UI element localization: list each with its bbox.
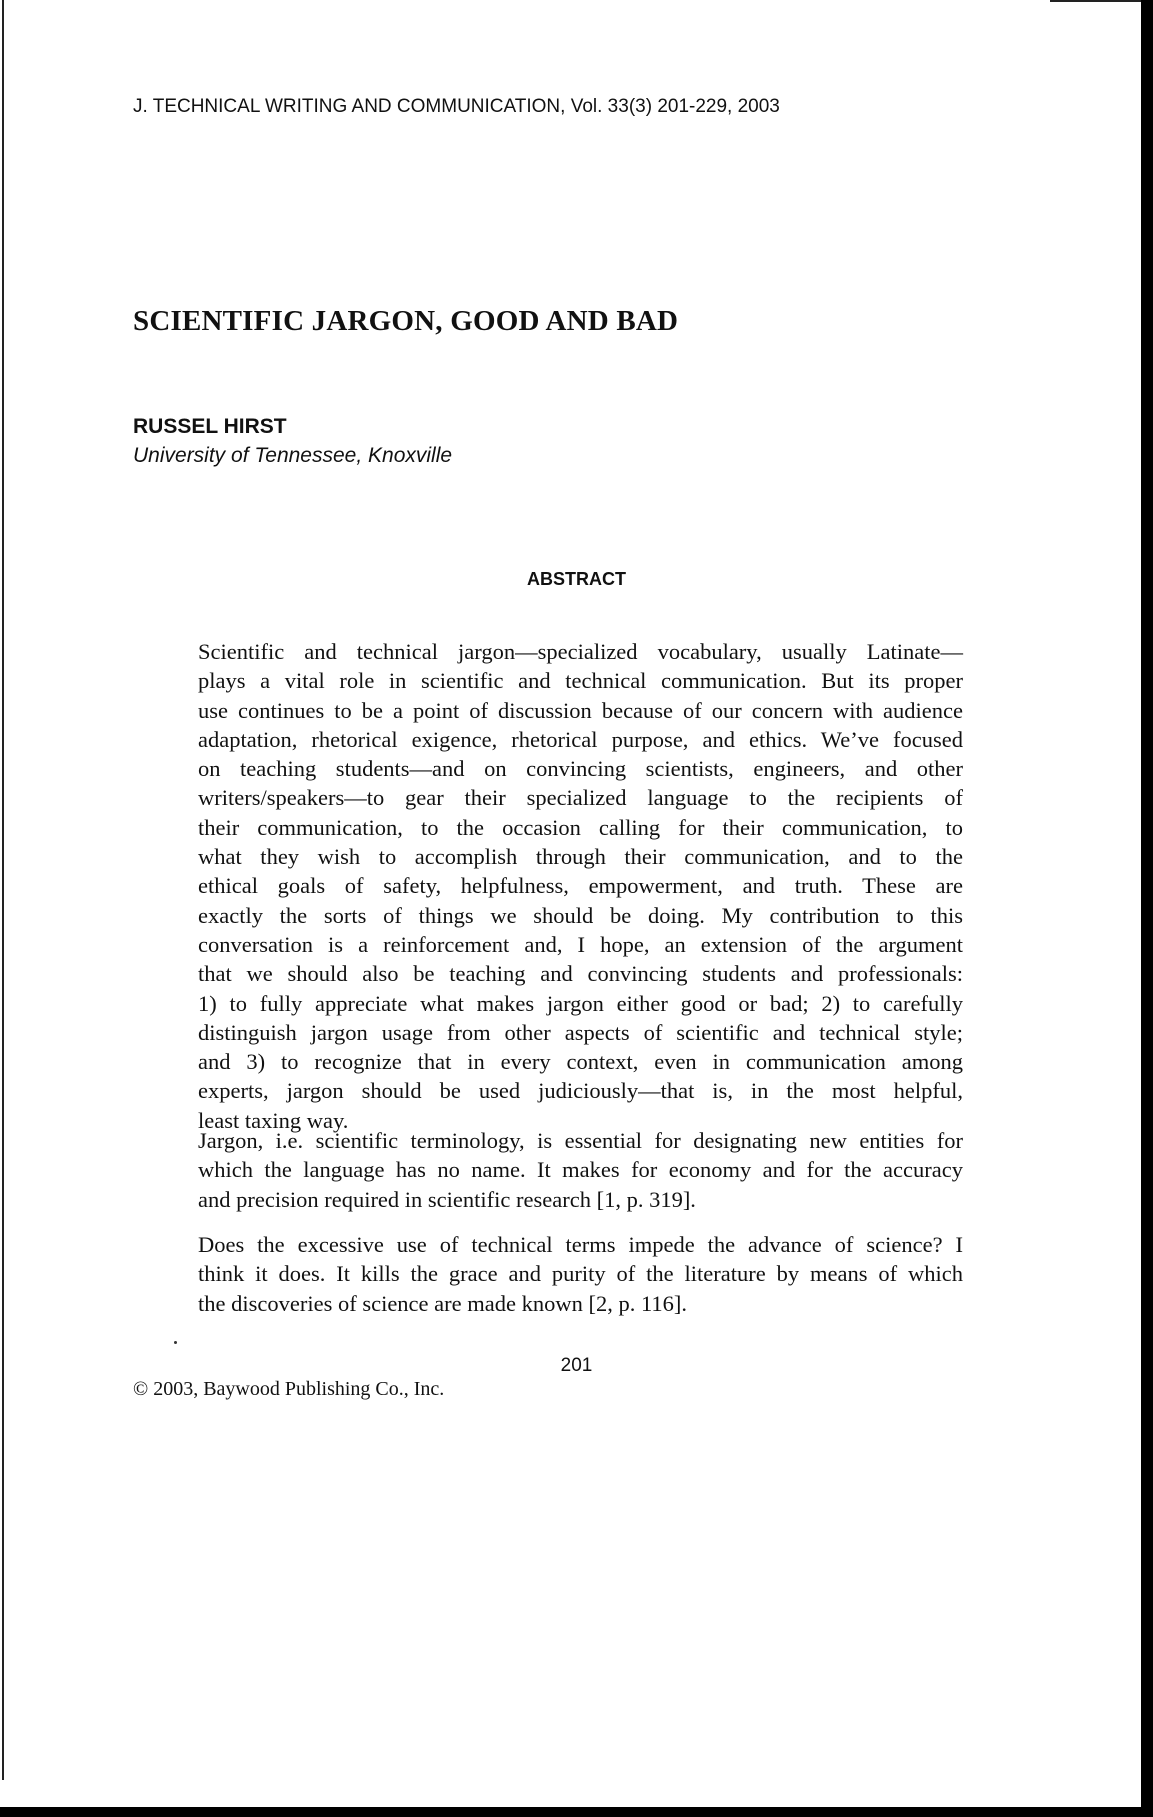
text-line: what they wish to accomplish through their communication, and to the <box>198 844 963 870</box>
copyright-notice: © 2003, Baywood Publishing Co., Inc. <box>133 1378 445 1400</box>
text-line: which the language has no name. It makes for economy and for the accuracy <box>198 1157 963 1183</box>
text-line: the discoveries of science are made known [2, p. 116]. <box>198 1290 687 1316</box>
abstract-body <box>198 637 963 1135</box>
text-line: think it does. It kills the grace and purity of the literature by means of which <box>198 1261 963 1287</box>
text-line: least taxing way. <box>198 1107 349 1133</box>
abstract-heading: ABSTRACT <box>527 569 626 589</box>
journal-header: J. TECHNICAL WRITING AND COMMUNICATION, Vol. 33(3) 201-229, 2003 <box>133 96 780 117</box>
epigraph-1 <box>198 1126 963 1214</box>
text-line: conversation is a reinforcement and, I hope, an extension of the argument <box>198 931 963 957</box>
scan-edge-right <box>1141 0 1153 1817</box>
text-line: plays a vital role in scientific and technical communication. But its proper <box>198 668 963 694</box>
text-line: Scientific and technical jargon—specialized vocabulary, usually Latinate— <box>198 639 963 664</box>
text-line: 1) to fully appreciate what makes jargon either good or bad; 2) to carefully <box>198 990 963 1016</box>
text-line: experts, jargon should be used judiciously—that is, in the most helpful, <box>198 1078 963 1104</box>
text-line: their communication, to the occasion calling for their communication, to <box>198 814 963 840</box>
scan-edge-left <box>2 0 4 1780</box>
text-line: Jargon, i.e. scientific terminology, is essential for designating new entities for <box>198 1128 963 1153</box>
scan-speck <box>174 1341 177 1344</box>
text-line: Does the excessive use of technical terms impede the advance of science? I <box>198 1232 963 1257</box>
text-line: adaptation, rhetorical exigence, rhetorical purpose, and ethics. We’ve focused <box>198 726 963 752</box>
page-number: 201 <box>560 1355 593 1376</box>
text-line: on teaching students—and on convincing scientists, engineers, and other <box>198 756 963 782</box>
text-line: writers/speakers—to gear their specialized language to the recipients of <box>198 785 963 811</box>
article-title: SCIENTIFIC JARGON, GOOD AND BAD <box>133 305 679 337</box>
scan-edge-bottom <box>0 1807 1153 1817</box>
text-line: and precision required in scientific research [1, p. 319]. <box>198 1186 696 1212</box>
text-line: exactly the sorts of things we should be doing. My contribution to this <box>198 902 963 928</box>
author-name: RUSSEL HIRST <box>133 415 287 438</box>
text-line: that we should also be teaching and convincing students and professionals: <box>198 961 963 987</box>
text-line: use continues to be a point of discussion because of our concern with audience <box>198 697 963 723</box>
author-affiliation: University of Tennessee, Knoxville <box>133 444 453 467</box>
text-line: distinguish jargon usage from other aspects of scientific and technical style; <box>198 1019 963 1045</box>
epigraph-2 <box>198 1230 963 1318</box>
text-line: ethical goals of safety, helpfulness, empowerment, and truth. These are <box>198 873 963 899</box>
scan-edge-top <box>1050 0 1145 2</box>
text-line: and 3) to recognize that in every context, even in communication among <box>198 1049 963 1075</box>
